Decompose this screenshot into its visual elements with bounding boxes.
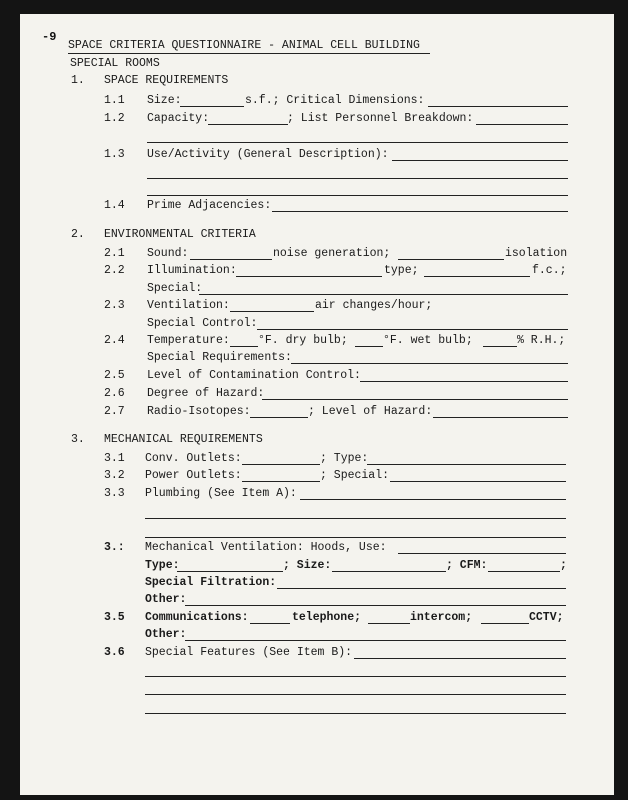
blank-line[interactable] bbox=[230, 346, 258, 347]
field-label: Power Outlets: bbox=[145, 469, 242, 482]
blank-line[interactable] bbox=[354, 658, 566, 659]
item-number: 3.1 bbox=[104, 452, 125, 465]
item-number: 3.6 bbox=[104, 646, 125, 659]
corner-mark: -9 bbox=[42, 30, 57, 44]
section-title: MECHANICAL REQUIREMENTS bbox=[104, 433, 263, 446]
field-label: ; CFM: bbox=[446, 559, 488, 572]
item-number: 3.5 bbox=[104, 611, 125, 624]
blank-line[interactable] bbox=[272, 211, 568, 212]
field-label: °F. wet bulb; bbox=[383, 334, 473, 347]
field-label: Use/Activity (General Description): bbox=[147, 148, 389, 161]
field-label: ; Level of Hazard: bbox=[308, 405, 433, 418]
item-number: 3.2 bbox=[104, 469, 125, 482]
blank-line[interactable] bbox=[262, 399, 568, 400]
section-title: ENVIRONMENTAL CRITERIA bbox=[104, 228, 256, 241]
field-label: air changes/hour; bbox=[315, 299, 433, 312]
section-number: 1. bbox=[71, 74, 85, 87]
field-label: ; Type: bbox=[320, 452, 369, 465]
field-label: noise generation; bbox=[273, 247, 391, 260]
blank-line[interactable] bbox=[424, 276, 530, 277]
blank-line[interactable] bbox=[199, 294, 568, 295]
field-label: Plumbing (See Item A): bbox=[145, 487, 297, 500]
blank-line[interactable] bbox=[360, 381, 568, 382]
section-title: SPACE REQUIREMENTS bbox=[104, 74, 229, 87]
item-number: 3.: bbox=[104, 541, 125, 554]
field-label: ; Special: bbox=[320, 469, 390, 482]
blank-line[interactable] bbox=[147, 195, 568, 196]
blank-line[interactable] bbox=[483, 346, 517, 347]
blank-line[interactable] bbox=[180, 106, 244, 107]
blank-line[interactable] bbox=[488, 571, 560, 572]
blank-line[interactable] bbox=[190, 259, 272, 260]
document-subtitle: SPECIAL ROOMS bbox=[70, 57, 160, 70]
field-label: CCTV; bbox=[529, 611, 564, 624]
field-label: Mechanical Ventilation: Hoods, Use: bbox=[145, 541, 387, 554]
field-label: isolation bbox=[505, 247, 568, 260]
blank-line[interactable] bbox=[250, 623, 290, 624]
field-label: telephone; bbox=[292, 611, 362, 624]
item-number: 1.4 bbox=[104, 199, 125, 212]
blank-line[interactable] bbox=[177, 571, 283, 572]
section-number: 2. bbox=[71, 228, 85, 241]
field-label: Special: bbox=[147, 282, 203, 295]
blank-line[interactable] bbox=[291, 363, 568, 364]
field-label: % R.H.; bbox=[517, 334, 566, 347]
item-number: 2.5 bbox=[104, 369, 125, 382]
blank-line[interactable] bbox=[250, 417, 308, 418]
field-label: s.f.; Critical Dimensions: bbox=[245, 94, 425, 107]
field-label: Ventilation: bbox=[147, 299, 230, 312]
blank-line[interactable] bbox=[367, 464, 566, 465]
field-label: Level of Contamination Control: bbox=[147, 369, 361, 382]
field-label: Illumination: bbox=[147, 264, 237, 277]
blank-line[interactable] bbox=[185, 640, 566, 641]
field-label: Communications: bbox=[145, 611, 249, 624]
blank-line[interactable] bbox=[242, 481, 320, 482]
item-number: 2.1 bbox=[104, 247, 125, 260]
blank-line[interactable] bbox=[145, 676, 566, 677]
field-label: Size: bbox=[147, 94, 182, 107]
blank-line[interactable] bbox=[145, 537, 566, 538]
document-title: SPACE CRITERIA QUESTIONNAIRE - ANIMAL CELL BUILDING bbox=[68, 39, 420, 52]
field-label: Prime Adjacencies: bbox=[147, 199, 272, 212]
field-label: ; List Personnel Breakdown: bbox=[287, 112, 474, 125]
field-label: Conv. Outlets: bbox=[145, 452, 242, 465]
item-number: 1.2 bbox=[104, 112, 125, 125]
title-underline bbox=[68, 53, 430, 54]
item-number: 3.3 bbox=[104, 487, 125, 500]
blank-line[interactable] bbox=[398, 259, 504, 260]
blank-line[interactable] bbox=[236, 276, 382, 277]
blank-line[interactable] bbox=[145, 694, 566, 695]
field-label: Special Filtration: bbox=[145, 576, 277, 589]
item-number: 2.3 bbox=[104, 299, 125, 312]
field-label: Special Features (See Item B): bbox=[145, 646, 353, 659]
blank-line[interactable] bbox=[433, 417, 568, 418]
field-label: °F. dry bulb; bbox=[258, 334, 348, 347]
item-number: 2.7 bbox=[104, 405, 125, 418]
field-label: ; Size: bbox=[283, 559, 332, 572]
section-number: 3. bbox=[71, 433, 85, 446]
item-number: 2.4 bbox=[104, 334, 125, 347]
field-label: ; bbox=[560, 559, 567, 572]
blank-line[interactable] bbox=[208, 124, 288, 125]
field-label: Radio-Isotopes: bbox=[147, 405, 251, 418]
blank-line[interactable] bbox=[355, 346, 383, 347]
field-label: Other: bbox=[145, 628, 187, 641]
blank-line[interactable] bbox=[147, 178, 568, 179]
blank-line[interactable] bbox=[481, 623, 529, 624]
blank-line[interactable] bbox=[398, 553, 566, 554]
blank-line[interactable] bbox=[476, 124, 568, 125]
item-number: 2.6 bbox=[104, 387, 125, 400]
blank-line[interactable] bbox=[147, 142, 568, 143]
blank-line[interactable] bbox=[368, 623, 410, 624]
blank-line[interactable] bbox=[300, 499, 566, 500]
blank-line[interactable] bbox=[390, 481, 566, 482]
blank-line[interactable] bbox=[257, 329, 568, 330]
item-number: 1.1 bbox=[104, 94, 125, 107]
blank-line[interactable] bbox=[145, 518, 566, 519]
field-label: Special Control: bbox=[147, 317, 258, 330]
field-label: Temperature: bbox=[147, 334, 230, 347]
blank-line[interactable] bbox=[145, 713, 566, 714]
item-number: 1.3 bbox=[104, 148, 125, 161]
field-label: Type: bbox=[145, 559, 180, 572]
blank-line[interactable] bbox=[428, 106, 568, 107]
blank-line[interactable] bbox=[230, 311, 314, 312]
item-number: 2.2 bbox=[104, 264, 125, 277]
blank-line[interactable] bbox=[185, 605, 566, 606]
field-label: f.c.; bbox=[532, 264, 567, 277]
field-label: Other: bbox=[145, 593, 187, 606]
blank-line[interactable] bbox=[392, 160, 568, 161]
field-label: intercom; bbox=[410, 611, 473, 624]
field-label: Capacity: bbox=[147, 112, 210, 125]
field-label: Sound: bbox=[147, 247, 189, 260]
blank-line[interactable] bbox=[242, 464, 320, 465]
field-label: Degree of Hazard: bbox=[147, 387, 265, 400]
field-label: Special Requirements: bbox=[147, 351, 292, 364]
field-label: type; bbox=[384, 264, 419, 277]
blank-line[interactable] bbox=[332, 571, 446, 572]
blank-line[interactable] bbox=[277, 588, 566, 589]
